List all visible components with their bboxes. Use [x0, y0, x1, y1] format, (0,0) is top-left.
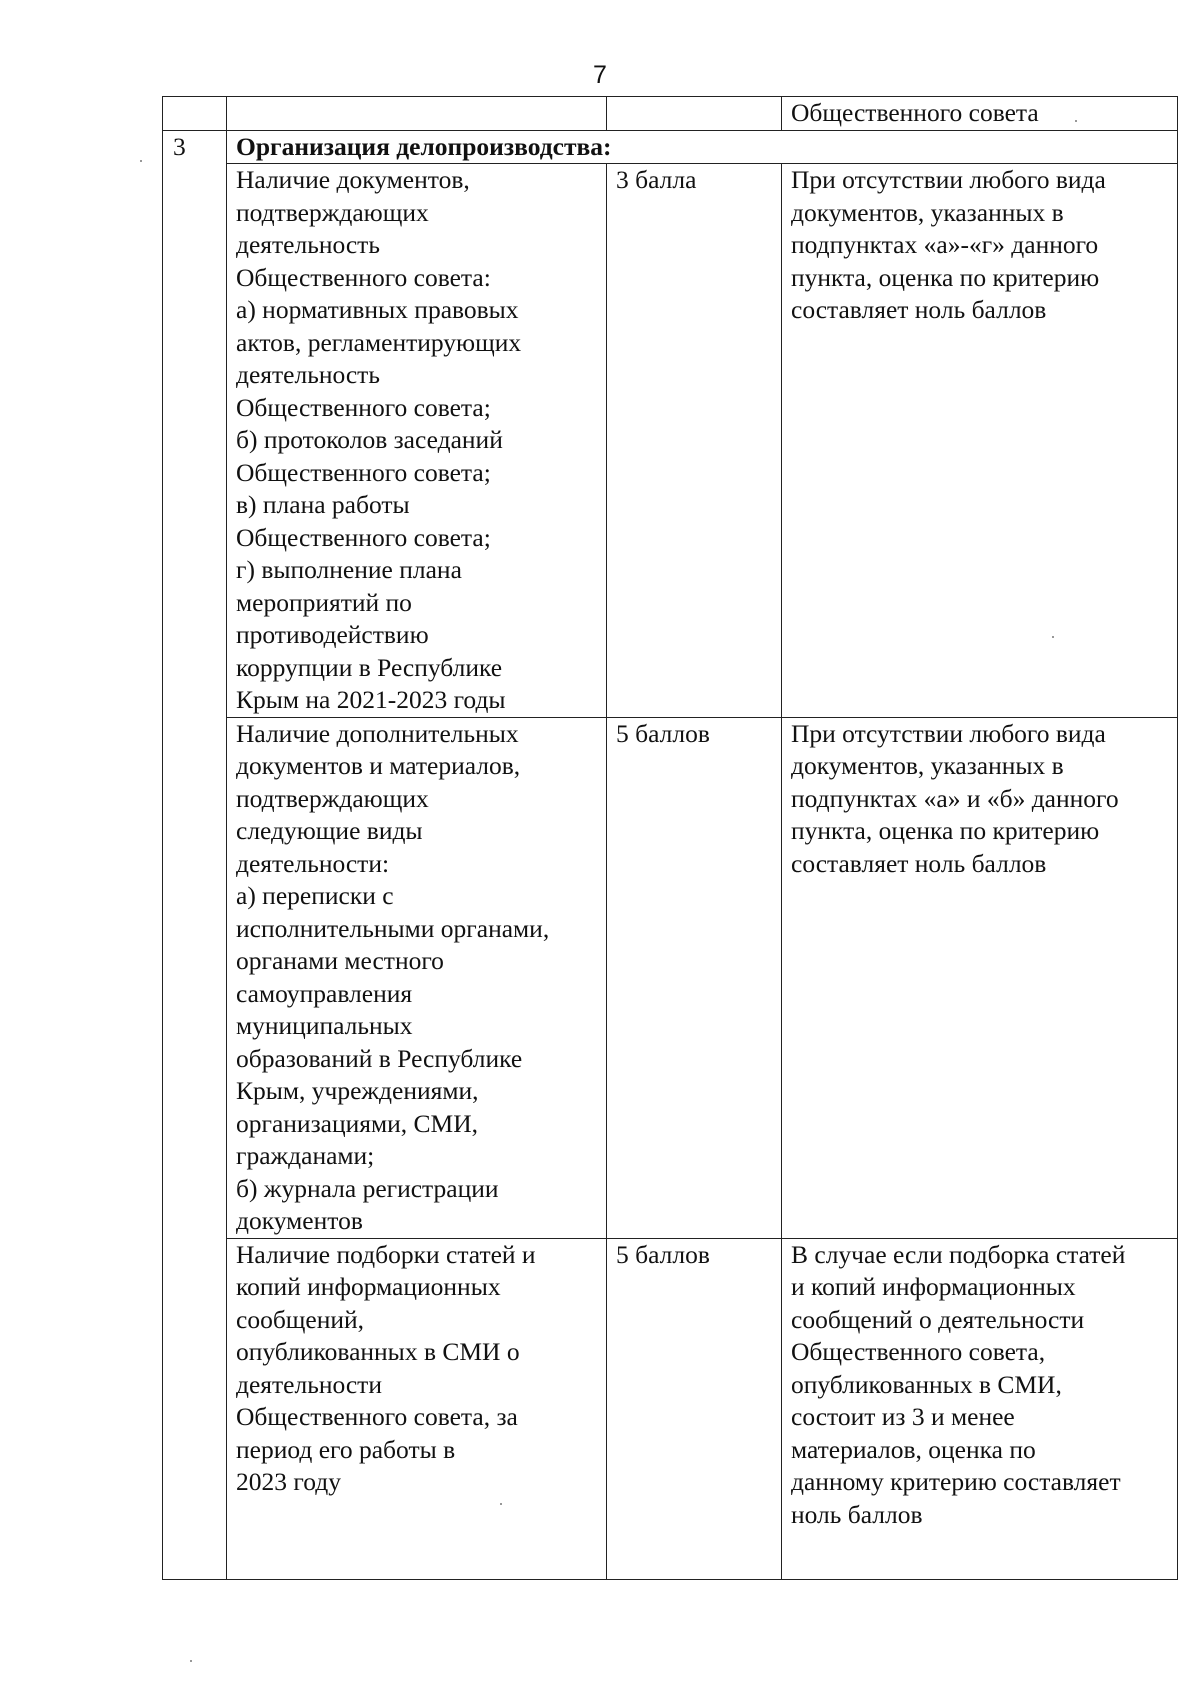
indicator-cell: Наличие подборки статей и копий информационных сообщений, опубликованных в СМИ о деятельности Общественного совета, за период его работы в 2023 году [227, 1238, 607, 1579]
indicator-cell: Наличие дополнительных документов и материалов, подтверждающих следующие виды деятельности: а) переписки с исполнительными органами, органами местного самоуправления муниципальных образований в Республике Крым, учреждениями, организациями, СМИ, гражданами; б) журнала регистрации документов [227, 717, 607, 1238]
continuation-score-cell [607, 97, 782, 131]
continuation-number-cell [163, 97, 227, 131]
section-number-cell: 3 [163, 130, 227, 1579]
scan-speckle [1052, 636, 1054, 638]
note-cell: При отсутствии любого вида документов, указанных в подпунктах «а»-«г» данного пункта, оценка по критерию составляет ноль баллов [782, 164, 1178, 718]
note-cell: При отсутствии любого вида документов, указанных в подпунктах «а» и «б» данного пункта, оценка по критерию составляет ноль баллов [782, 717, 1178, 1238]
scan-speckle [190, 1660, 192, 1662]
continuation-indicator-cell [227, 97, 607, 131]
scan-speckle [140, 160, 142, 162]
score-cell: 5 баллов [607, 1238, 782, 1579]
note-cell: В случае если подборка статей и копий информационных сообщений о деятельности Общественного совета, опубликованных в СМИ, состоит из 3 и менее материалов, оценка по данному критерию составляет ноль баллов [782, 1238, 1178, 1579]
scan-speckle [1075, 120, 1077, 122]
continuation-row [163, 97, 1178, 131]
indicator-cell: Наличие документов, подтверждающих деятельность Общественного совета: а) нормативных правовых актов, регламентирующих деятельность Общественного совета; б) протоколов заседаний Общественного совета; в) плана работы Общественного совета; г) выполнение плана мероприятий по противодействию коррупции в Республике Крым на 2021-2023 годы [227, 164, 607, 718]
score-cell: 3 балла [607, 164, 782, 718]
criteria-table [162, 96, 1178, 1580]
table-row [163, 1238, 1178, 1579]
page-number: 7 [593, 61, 607, 89]
scan-speckle [500, 1503, 502, 1505]
section-header-row [163, 130, 1178, 164]
score-cell: 5 баллов [607, 717, 782, 1238]
section-title: Организация делопроизводства: [227, 130, 1178, 164]
table-row [163, 717, 1178, 1238]
continuation-note-cell: Общественного совета [782, 97, 1178, 131]
table-row [163, 164, 1178, 718]
